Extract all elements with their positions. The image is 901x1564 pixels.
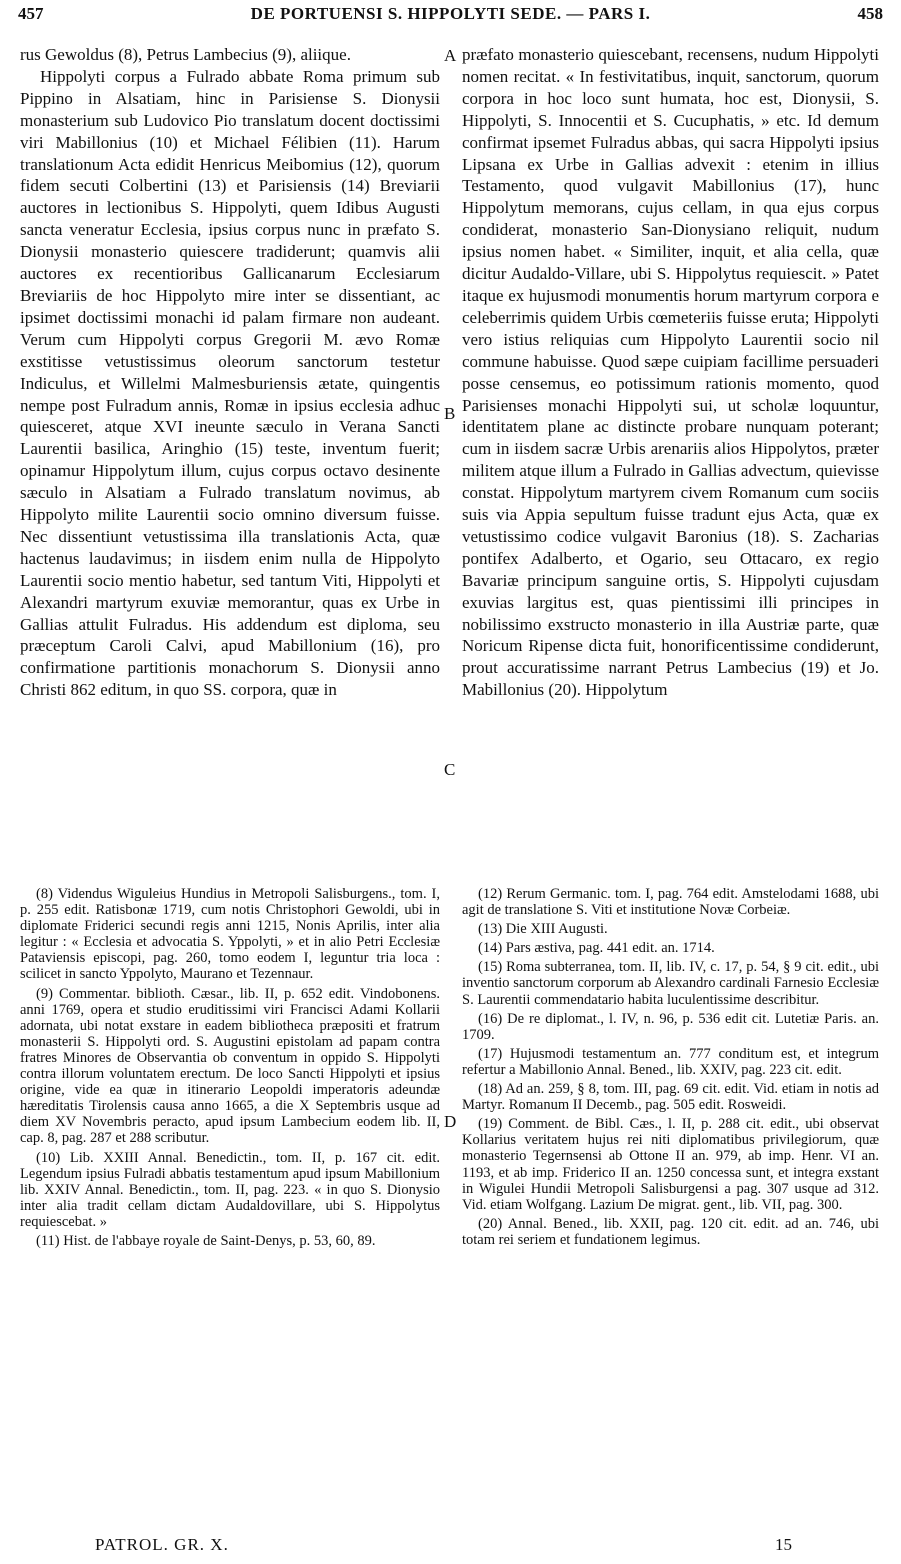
left-footnotes [20,886,440,1252]
running-header [18,4,883,34]
running-title: DE PORTUENSI S. HIPPOLYTI SEDE. — PARS I. [250,4,651,23]
page-number-right: 458 [857,4,883,23]
footnote: (18) Ad an. 259, § 8, tom. III, pag. 69 cit. edit. Vid. etiam in notis ad Martyr. Romanum II Decemb., pag. 505 edit. Rosweidi. [462,1081,879,1114]
footer-sheet-number: 15 [775,1535,792,1554]
footnote: (15) Roma subterranea, tom. II, lib. IV, c. 17, p. 54, § 9 cit. edit., ubi inventio sanctorum corporum ab Alexandro cardinali Farnesio Ecclesiæ S. Laurentii commendatario habita luculentissime describitur. [462,959,879,1008]
margin-marker-a: A [444,46,457,65]
footnote: (20) Annal. Bened., lib. XXII, pag. 120 cit. edit. ad an. 746, ubi totam rei seriem et fundationem legimus. [462,1215,879,1248]
paragraph: Hippolyti corpus a Fulrado abbate Roma primum sub Pippino in Alsatiam, hinc in Parisiense S. Dionysii monasterium sub Ludovico Pio translatum docent doctissimi viri Mabillonius (10) et Michael Félibien (11). Harum translationum Acta edidit Henricus Meibomius (12), quorum fidem secuti Colbertini (13) et Parisiensis (14) Breviarii auctores in lectionibus S. Hippolyti, quem Idibus Augusti sancta veneratur Ecclesia, ipsius corpus nunc in præfato S. Dionysii monasterio quiescere tradiderunt; quamvis alii auctores ex recentioribus Gallicanarum Ecclesiarum Breviariis de hoc Hippolyto mire inter se dissentiant, ac ipsimet doctissimi monachi id palam firmare non audeant. Verum cum Hippolyti corpus Gregorii M. ævo Romæ exstitisse vetustissimus oleorum sanctorum testetur Indiculus, et Willelmi Malmesburiensis ætate, quingentis nempe post Fulradum annis, Romæ in ipsius ecclesia adhuc quiesceret, atque XVI ineunte sæculo in Verana Sancti Laurentii basilica, Aringhio (15) teste, inventum fuerit; opinamur Hippolytum illum, cujus corpus octavo desinente sæculo in Alsatiam a Fulrado translatum novimus, ab Hippolyto milite Laurentii socio omnino diversum fuisse. Nec dissentiunt vetustissima illa translationis Acta, quæ hactenus laudavimus; in iisdem enim nulla de Hippolyto Laurentii socio mentio habetur, sed tantum Viti, Hippolyti et Alexandri martyrum exuviæ memorantur, quas ex Urbe in Gallias attulit Fulradus. His addendum est diploma, seu præceptum Caroli Calvi, apud Mabillonium (16), pro confirmatione partitionis monachorum S. Dionysii anno Christi 862 editum, in quo SS. corpora, quæ in [20,66,440,700]
footnote: (19) Comment. de Bibl. Cæs., l. II, p. 288 cit. edit., ubi observat Kollarius veritatem hujus rei niti diplomatibus privilegiorum, quæ monasterio Tegernsensi ab Ottone II an. 979, ab imp. Henr. VI an. 1193, et ab imp. Friderico II an. 1250 concessa sunt, et integra exstant in Wigulei Hundii Metropoli Salisburgensi a pag. 307 usque ad 312. Vid. etiam Wolfgang. Lazium De migrat. gent., lib. VII, pag. 300. [462,1116,879,1213]
margin-marker-d: D [444,1112,457,1131]
footnote: (9) Commentar. biblioth. Cæsar., lib. II, p. 652 edit. Vindobonens. anni 1769, opera et studio eruditissimi viri Francisci Adami Kollarii adornata, ubi notat exstare in eadem bibliotheca præpositi et fratrum monasterii S. Hippolyti ord. S. Augustini epistolam ad papam contra fratres Minores de Observantia ob conventum in oppido S. Hippolyti contra illorum voluntatem erectum. De loco Sancti Hippolyti et ipsius origine, vide ea quæ in itinerario Leopoldi imperatoris adeundæ hæreditatis Tirolensis causa anno 1665, a die X Septembris usque ad diem XV Novembris peracto, apud ipsum Lambecium eodem lib. II, cap. 8, pag. 287 et 288 scributur. [20,985,440,1147]
footnote: (10) Lib. XXIII Annal. Benedictin., tom. II, p. 167 cit. edit. Legendum ipsius Fulradi abbatis testamentum apud ipsum Mabillonium lib. XXIV Annal. Benedictin., tom. II, pag. 223. « in quo S. Dionysio inter alia tradit cellam dictam Audaldovillare, ubi S. Hippolytus requiescebat. » [20,1149,440,1230]
margin-marker-b: B [444,404,456,423]
footnote: (17) Hujusmodi testamentum an. 777 conditum est, et integrum refertur a Mabillonio Annal. Bened., lib. XXIV, pag. 223 cit. edit. [462,1045,879,1078]
page-number-left: 457 [18,4,44,23]
footnote: (16) De re diplomat., l. IV, n. 96, p. 536 edit cit. Lutetiæ Paris. an. 1709. [462,1010,879,1043]
footnote: (13) Die XIII Augusti. [478,921,608,938]
footer-signature: PATROL. GR. X. [95,1535,229,1554]
left-main-column [20,44,440,701]
right-main-column [462,44,879,701]
right-footnotes [462,886,879,1251]
footnote: (14) Pars æstiva, pag. 441 edit. an. 1714. [478,940,715,957]
margin-marker-c: C [444,760,456,779]
footnote: (12) Rerum Germanic. tom. I, pag. 764 edit. Amstelodami 1688, ubi agit de translatione S. Viti et institutione Novæ Corbeiæ. [462,886,879,919]
footnote: (11) Hist. de l'abbaye royale de Saint-Denys, p. 53, 60, 89. [36,1232,376,1249]
footnote: (8) Videndus Wiguleius Hundius in Metropoli Salisburgens., tom. I, p. 255 edit. Ratisbonæ 1719, cum notis Christophori Gewoldi, ubi in diplomate Friderici secundi regis anni 1215, Nonis Aprilis, inter alia legitur : « Ecclesia et advocatia S. Yppolyti, » et in alio Petri Ecclesiæ Pataviensis episcopi, pag. 260, tomo eodem I, leguntur tria loca : scilicet in sancto Yppolyto, Maurano et Tezennaur. [20,886,440,983]
paragraph: præfato monasterio quiescebant, recensens, nudum Hippolyti nomen recitat. « In festivitatibus, inquit, sanctorum, quorum corpora in hoc loco sunt humata, hoc est, Dionysii, S. Hippolyti, S. Innocentii et S. Cucuphatis, » etc. Id demum confirmat ipsemet Fulradus abbas, qui sacra Hippolyti ipsius Lipsana ex Urbe in Gallias advexit : etenim in illius Testamento, quod vulgavit Mabillonius (17), hunc Hippolytum memorans, cujus cellam, in qua ejus corpus condiderat, monasterio San-Dionysiano reliquit, nudum ipsius nomen habet. « Similiter, inquit, et alia cella, quæ dicitur Audaldo-Villare, ubi S. Hippolytus requiescit. » Patet itaque ex hujusmodi monumentis horum martyrum corpora e celeberrimis quidem Urbis cœmeteriis fuisse eruta; Hippolyti vero istius reliquias cum Hippolyto Laurentii socio nil commune habuisse. Quod sæpe cuipiam facillime persuaderi posse censemus, eo potissimum rationis momento, quod Parisienses monachi Hippolyti sui, ut scholæ loquuntur, identitatem plane ac distincte probare nunquam poterant; cum in iisdem sacræ Urbis arenariis alios Hippolytos, præter militem atque illum a Fulrado in Gallias advectum, quievisse constat. Hippolytum martyrem civem Romanum cum sociis suis via Appia sepultum fuisse tradunt ejus Acta, quæ ex vetustissimo codice vulgavit Baronius (18). S. Zacharias pontifex Adalberto, et Ogario, seu Ottacaro, ex regio Bavariæ principum sanguine ortis, S. Hippolyti cujusdam exuvias largitus est, quas pientissimi illi principes in nobilissimo exstructo monasterio in illa Austriæ parte, quæ Noricum Ripense dicta fuit, honorificentissime condiderunt, prout accuratissime narrant Petrus Lambecius (19) et Jo. Mabillonius (20). Hippolytum [462,45,879,700]
paragraph: rus Gewoldus (8), Petrus Lambecius (9), aliique. [20,45,351,64]
